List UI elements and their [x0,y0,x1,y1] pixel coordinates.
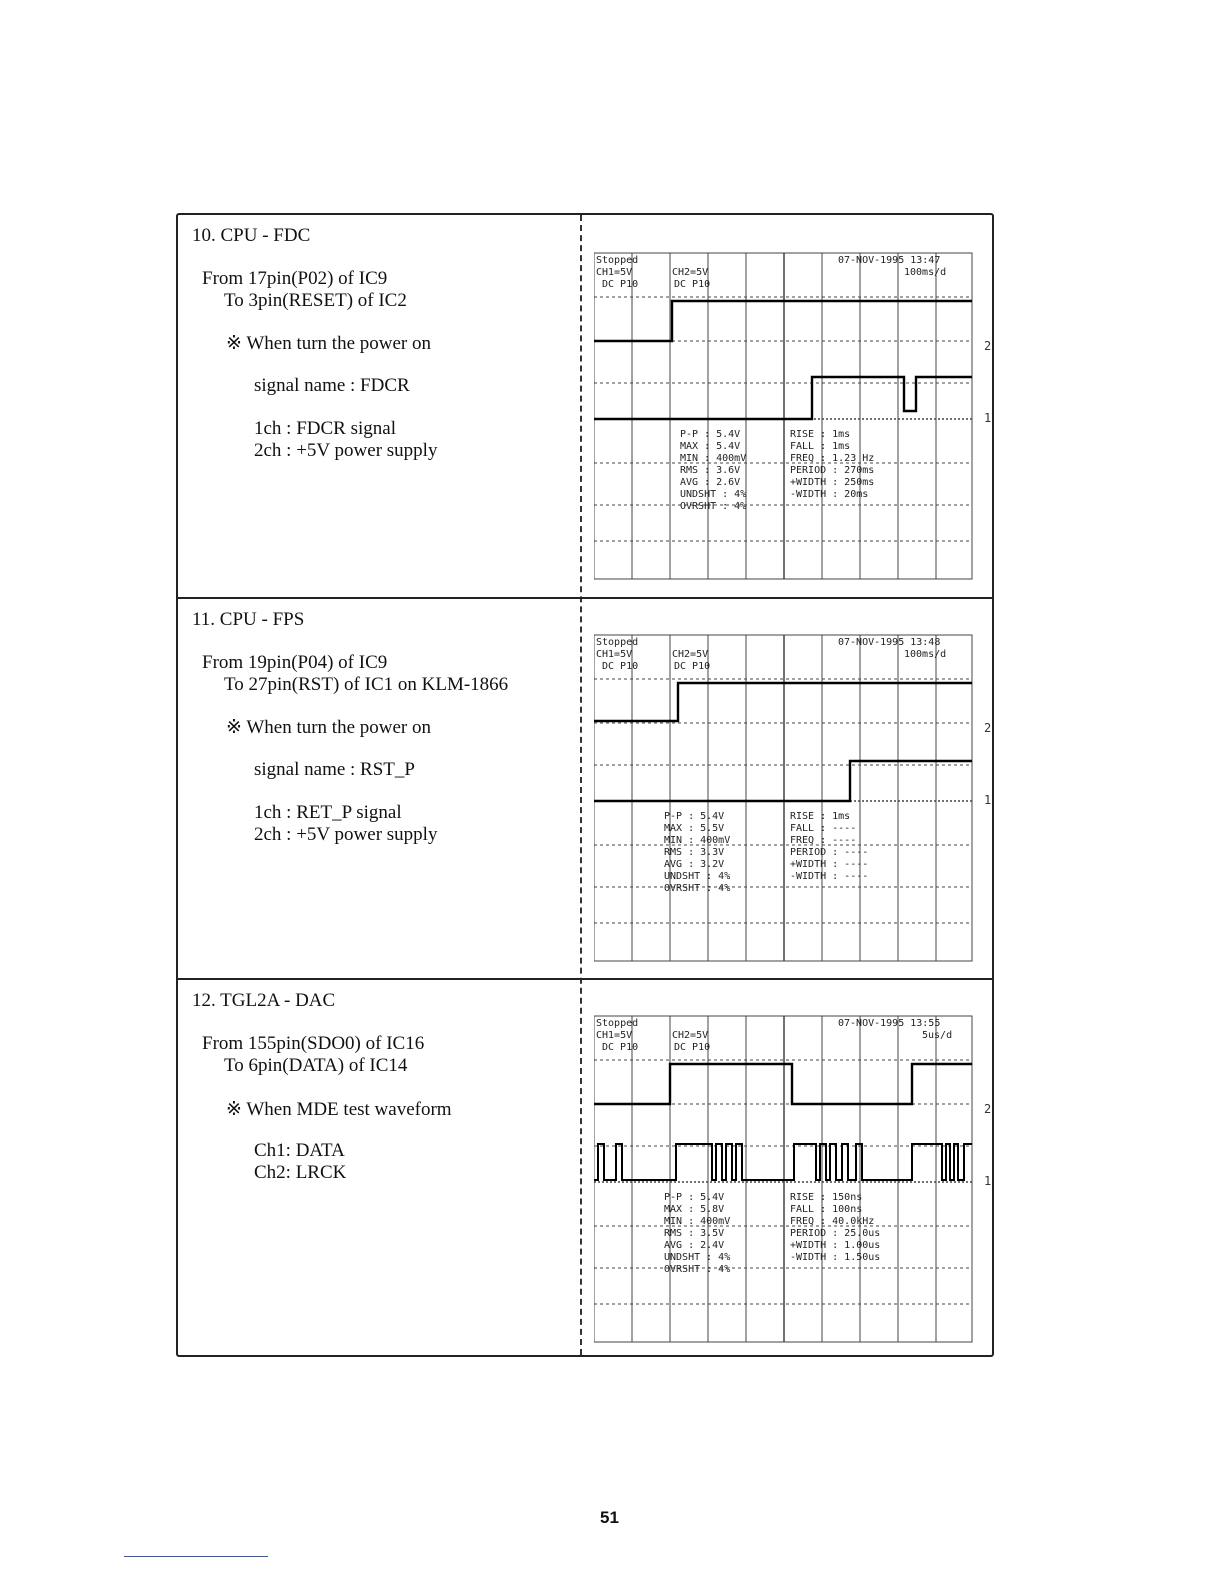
waveform-trace [594,1144,972,1180]
condition-text: ※ When turn the power on [226,717,431,738]
from-text: From 19pin(P04) of IC9 [202,652,388,673]
ch1-marker: 1 [984,411,992,425]
from-text: From 17pin(P02) of IC9 [202,268,388,289]
signal-name-text: signal name : FDCR [254,375,410,396]
to-text: To 27pin(RST) of IC1 on KLM-1866 [224,674,509,695]
waveform-trace [594,761,972,801]
scope-readout-text: MAX : 5.5V [664,823,725,834]
scope-readout-text: CH2=5V [672,1030,709,1041]
scope-readout-text: P-P : 5.4V [680,429,741,440]
scope-readout-text: DC P10 [602,661,639,672]
scope-readout-text: MIN : 400mV [680,453,747,464]
scope-readout-text: +WIDTH : ---- [790,859,869,870]
section-title: 11. CPU - FPS [192,609,305,630]
scope-readout-text: AVG : 3.2V [664,859,725,870]
scope-readout-text: CH2=5V [672,649,709,660]
scope-readout-text: UNDSHT : 4% [680,489,747,500]
condition-text: ※ When turn the power on [226,333,431,354]
scope-readout-text: MIN : 400mV [664,1216,731,1227]
scope-readout-text: +WIDTH : 1.00us [790,1240,881,1251]
scope-readout-text: RISE : 1ms [790,811,851,822]
scope-readout-text: DC P10 [602,279,639,290]
scope-readout-text: 5us/d [922,1030,953,1041]
ch2-text: 2ch : +5V power supply [254,824,438,845]
scope-readout-text: FREQ : 1.23 Hz [790,453,875,464]
oscilloscope-screen [594,1012,974,1344]
ch2-marker: 2 [984,339,992,353]
scope-readout-text: DC P10 [674,279,711,290]
scope-readout-text: FREQ : 40.0kHz [790,1216,875,1227]
scope-readout-text: RMS : 3.5V [664,1228,725,1239]
to-text: To 3pin(RESET) of IC2 [224,290,407,311]
scope-readout-text: RMS : 3.6V [680,465,741,476]
ch1-marker: 1 [984,793,992,807]
scope-readout-text: 100ms/d [904,649,947,660]
from-text: From 155pin(SDO0) of IC16 [202,1033,425,1054]
section-title: 12. TGL2A - DAC [192,990,336,1011]
ch1-text: Ch1: DATA [254,1140,345,1161]
scope-readout-text: Stopped [596,255,639,266]
oscilloscope-screen [594,631,974,963]
footer-rule [124,1556,268,1557]
scope-readout-text: CH1=5V [596,1030,633,1041]
oscilloscope-screen [594,249,974,581]
scope-readout-text: MAX : 5.4V [680,441,741,452]
scope-readout-text: AVG : 2.4V [664,1240,725,1251]
scope-readout-text: FALL : 1ms [790,441,851,452]
ch2-text: Ch2: LRCK [254,1162,347,1183]
scope-readout-text: DC P10 [674,661,711,672]
ch1-text: 1ch : FDCR signal [254,418,396,439]
scope-readout-text: OVRSHT : 4% [664,1264,731,1275]
scope-readout-text: -WIDTH : 20ms [790,489,869,500]
section-title: 10. CPU - FDC [192,225,311,246]
ch2-marker: 2 [984,721,992,735]
scope-readout-text: OVRSHT : 4% [664,883,731,894]
scope-readout-text: 07-NOV-1995 13:55 [838,1018,941,1029]
scope-readout-text: FREQ : ---- [790,835,857,846]
scope-readout-text: MIN : 400mV [664,835,731,846]
scope-readout-text: FALL : ---- [790,823,857,834]
scope-svg-2 [594,631,974,963]
scope-readout-text: +WIDTH : 250ms [790,477,875,488]
section-cpu-fps [178,597,992,978]
scope-readout-text: UNDSHT : 4% [664,1252,731,1263]
scope-readout-text: CH1=5V [596,649,633,660]
signal-name-text: signal name : RST_P [254,759,415,780]
scope-readout-text: P-P : 5.4V [664,811,725,822]
scope-readout-text: -WIDTH : ---- [790,871,869,882]
scope-readout-text: RMS : 3.3V [664,847,725,858]
page-number: 51 [600,1508,619,1527]
scope-readout-text: AVG : 2.6V [680,477,741,488]
scope-readout-text: OVRSHT : 4% [680,501,747,512]
section-tgl2a-dac [178,978,992,1356]
scope-svg-3 [594,1012,974,1344]
scope-readout-text: RISE : 1ms [790,429,851,440]
waveform-trace [594,683,972,721]
scope-readout-text: RISE : 150ns [790,1192,863,1203]
ch2-marker: 2 [984,1102,992,1116]
scope-readout-text: 07-NOV-1995 13:48 [838,637,941,648]
scope-readout-text: PERIOD : ---- [790,847,869,858]
condition-text: ※ When MDE test waveform [226,1099,452,1120]
ch1-marker: 1 [984,1174,992,1188]
scope-readout-text: 100ms/d [904,267,947,278]
waveform-trace [594,1064,972,1104]
waveform-trace [594,301,972,341]
ch2-text: 2ch : +5V power supply [254,440,438,461]
scope-readout-text: UNDSHT : 4% [664,871,731,882]
scope-readout-text: DC P10 [602,1042,639,1053]
scope-readout-text: DC P10 [674,1042,711,1053]
document-frame [176,213,994,1357]
section-cpu-fdc [178,215,992,597]
scope-readout-text: PERIOD : 25.0us [790,1228,881,1239]
scope-readout-text: 07-NOV-1995 13:47 [838,255,941,266]
scope-readout-text: PERIOD : 270ms [790,465,875,476]
scope-readout-text: MAX : 5.8V [664,1204,725,1215]
scope-readout-text: FALL : 100ns [790,1204,863,1215]
to-text: To 6pin(DATA) of IC14 [224,1055,408,1076]
ch1-text: 1ch : RET_P signal [254,802,402,823]
scope-readout-text: -WIDTH : 1.50us [790,1252,881,1263]
scope-svg-1 [594,249,974,581]
scope-readout-text: P-P : 5.4V [664,1192,725,1203]
scope-readout-text: CH2=5V [672,267,709,278]
scope-readout-text: Stopped [596,1018,639,1029]
scope-readout-text: Stopped [596,637,639,648]
scope-readout-text: CH1=5V [596,267,633,278]
